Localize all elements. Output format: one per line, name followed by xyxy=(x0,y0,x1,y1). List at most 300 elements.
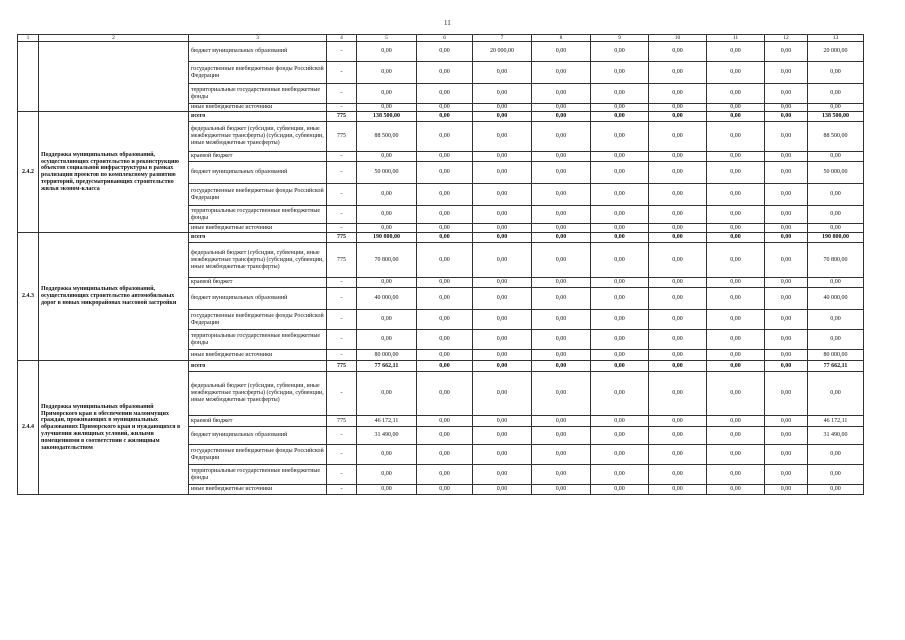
amount-cell: 0,00 xyxy=(591,233,649,243)
amount-cell: 0,00 xyxy=(591,152,649,162)
amount-cell: 0,00 xyxy=(417,42,473,62)
amount-cell: 0,00 xyxy=(357,184,417,206)
amount-cell: 0,00 xyxy=(808,310,864,330)
col4-cell: 775 xyxy=(327,112,357,122)
item-name: Поддержка муниципальных образований, осуществляющих строительство и реконструкцию объектов социальной инфраструктуры в рамках реализации проектов по комплексному развитию территорий, предусматривающих строительство жилья эконом-класса xyxy=(39,112,189,233)
amount-cell: 0,00 xyxy=(649,372,707,416)
amount-cell: 0,00 xyxy=(765,122,808,152)
amount-cell: 0,00 xyxy=(417,243,473,278)
col4-cell: - xyxy=(327,465,357,485)
column-number: 2 xyxy=(39,35,189,42)
amount-cell: 0,00 xyxy=(808,104,864,112)
amount-cell: 0,00 xyxy=(707,233,765,243)
item-code: 2.4.4 xyxy=(18,361,39,495)
amount-cell: 77 662,11 xyxy=(357,361,417,372)
amount-cell: 0,00 xyxy=(591,465,649,485)
amount-cell: 0,00 xyxy=(473,162,532,184)
amount-cell: 0,00 xyxy=(591,350,649,361)
amount-cell: 0,00 xyxy=(649,42,707,62)
amount-cell: 0,00 xyxy=(808,372,864,416)
amount-cell: 0,00 xyxy=(473,350,532,361)
funding-source: бюджет муниципальных образований xyxy=(189,427,327,445)
amount-cell: 0,00 xyxy=(707,465,765,485)
item-name: Поддержка муниципальных образований, осуществляющих строительство автомобильных дорог в новых микрорайонах массовой застройки xyxy=(39,233,189,361)
amount-cell: 0,00 xyxy=(707,350,765,361)
amount-cell: 0,00 xyxy=(417,278,473,288)
amount-cell: 46 172,11 xyxy=(808,416,864,427)
col4-cell: - xyxy=(327,278,357,288)
amount-cell: 0,00 xyxy=(417,310,473,330)
column-number: 10 xyxy=(649,35,707,42)
amount-cell: 0,00 xyxy=(532,184,591,206)
item-code xyxy=(18,42,39,112)
amount-cell: 0,00 xyxy=(591,206,649,224)
page-number: 11 xyxy=(444,19,451,27)
funding-source: краевой бюджет xyxy=(189,278,327,288)
amount-cell: 0,00 xyxy=(591,122,649,152)
amount-cell: 0,00 xyxy=(591,243,649,278)
amount-cell: 0,00 xyxy=(591,104,649,112)
amount-cell: 0,00 xyxy=(765,162,808,184)
amount-cell: 190 800,00 xyxy=(357,233,417,243)
amount-cell: 0,00 xyxy=(649,288,707,310)
amount-cell: 0,00 xyxy=(765,465,808,485)
amount-cell: 0,00 xyxy=(808,330,864,350)
funding-source: иные внебюджетные источники xyxy=(189,224,327,233)
amount-cell: 0,00 xyxy=(417,288,473,310)
col4-cell: 775 xyxy=(327,243,357,278)
funding-source: краевой бюджет xyxy=(189,152,327,162)
column-number: 1 xyxy=(18,35,39,42)
amount-cell: 70 800,00 xyxy=(808,243,864,278)
funding-source: территориальные государственные внебюджетные фонды xyxy=(189,330,327,350)
amount-cell: 0,00 xyxy=(532,122,591,152)
amount-cell: 0,00 xyxy=(707,104,765,112)
amount-cell: 0,00 xyxy=(808,485,864,495)
amount-cell: 0,00 xyxy=(417,62,473,84)
amount-cell: 0,00 xyxy=(417,233,473,243)
amount-cell: 0,00 xyxy=(417,361,473,372)
col4-cell: - xyxy=(327,224,357,233)
funding-source: государственные внебюджетные фонды Российской Федерации xyxy=(189,184,327,206)
amount-cell: 0,00 xyxy=(532,361,591,372)
funding-source: государственные внебюджетные фонды Российской Федерации xyxy=(189,445,327,465)
funding-source: иные внебюджетные источники xyxy=(189,104,327,112)
amount-cell: 0,00 xyxy=(707,224,765,233)
column-number: 3 xyxy=(189,35,327,42)
amount-cell: 0,00 xyxy=(649,184,707,206)
amount-cell: 31 490,00 xyxy=(357,427,417,445)
amount-cell: 0,00 xyxy=(357,445,417,465)
amount-cell: 0,00 xyxy=(808,84,864,104)
amount-cell: 0,00 xyxy=(532,416,591,427)
amount-cell: 0,00 xyxy=(417,152,473,162)
amount-cell: 0,00 xyxy=(532,485,591,495)
amount-cell: 0,00 xyxy=(707,122,765,152)
amount-cell: 0,00 xyxy=(649,162,707,184)
amount-cell: 0,00 xyxy=(765,416,808,427)
amount-cell: 0,00 xyxy=(357,152,417,162)
amount-cell: 0,00 xyxy=(649,427,707,445)
amount-cell: 0,00 xyxy=(532,427,591,445)
amount-cell: 0,00 xyxy=(765,84,808,104)
amount-cell: 0,00 xyxy=(707,278,765,288)
amount-cell: 0,00 xyxy=(417,104,473,112)
amount-cell: 0,00 xyxy=(649,465,707,485)
amount-cell: 0,00 xyxy=(649,224,707,233)
item-code: 2.4.2 xyxy=(18,112,39,233)
amount-cell: 0,00 xyxy=(808,445,864,465)
col4-cell: - xyxy=(327,288,357,310)
amount-cell: 0,00 xyxy=(765,42,808,62)
amount-cell: 0,00 xyxy=(417,184,473,206)
amount-cell: 0,00 xyxy=(765,372,808,416)
amount-cell: 0,00 xyxy=(649,233,707,243)
column-number: 12 xyxy=(765,35,808,42)
amount-cell: 0,00 xyxy=(473,62,532,84)
amount-cell: 0,00 xyxy=(649,122,707,152)
amount-cell: 0,00 xyxy=(417,445,473,465)
amount-cell: 0,00 xyxy=(473,288,532,310)
col4-cell: - xyxy=(327,162,357,184)
budget-table xyxy=(17,34,864,495)
amount-cell: 0,00 xyxy=(765,278,808,288)
amount-cell: 0,00 xyxy=(473,445,532,465)
amount-cell: 0,00 xyxy=(591,372,649,416)
amount-cell: 0,00 xyxy=(357,206,417,224)
amount-cell: 0,00 xyxy=(591,330,649,350)
funding-source: всего xyxy=(189,233,327,243)
funding-source: федеральный бюджет (субсидии, субвенции, иные межбюджетные трансферты) (субсидии, субвенции, иные межбюджетные трансферты) xyxy=(189,243,327,278)
amount-cell: 77 662,11 xyxy=(808,361,864,372)
amount-cell: 0,00 xyxy=(532,206,591,224)
amount-cell: 0,00 xyxy=(417,162,473,184)
amount-cell: 40 000,00 xyxy=(808,288,864,310)
amount-cell: 0,00 xyxy=(707,416,765,427)
amount-cell: 0,00 xyxy=(417,372,473,416)
amount-cell: 0,00 xyxy=(649,152,707,162)
table-row xyxy=(18,42,864,62)
amount-cell: 0,00 xyxy=(649,278,707,288)
amount-cell: 0,00 xyxy=(417,122,473,152)
col4-cell: - xyxy=(327,330,357,350)
amount-cell: 70 800,00 xyxy=(357,243,417,278)
col4-cell: - xyxy=(327,84,357,104)
amount-cell: 0,00 xyxy=(649,104,707,112)
amount-cell: 0,00 xyxy=(649,243,707,278)
amount-cell: 0,00 xyxy=(591,416,649,427)
amount-cell: 0,00 xyxy=(532,445,591,465)
amount-cell: 0,00 xyxy=(707,310,765,330)
col4-cell: - xyxy=(327,184,357,206)
amount-cell: 0,00 xyxy=(707,243,765,278)
col4-cell: - xyxy=(327,206,357,224)
amount-cell: 0,00 xyxy=(649,62,707,84)
amount-cell: 0,00 xyxy=(473,427,532,445)
amount-cell: 0,00 xyxy=(591,84,649,104)
column-number: 9 xyxy=(591,35,649,42)
amount-cell: 0,00 xyxy=(707,288,765,310)
amount-cell: 0,00 xyxy=(707,445,765,465)
item-code: 2.4.3 xyxy=(18,233,39,361)
amount-cell: 0,00 xyxy=(473,278,532,288)
amount-cell: 0,00 xyxy=(765,62,808,84)
item-name xyxy=(39,42,189,112)
amount-cell: 0,00 xyxy=(591,485,649,495)
funding-source: бюджет муниципальных образований xyxy=(189,162,327,184)
amount-cell: 0,00 xyxy=(765,445,808,465)
funding-source: всего xyxy=(189,361,327,372)
amount-cell: 88 500,00 xyxy=(808,122,864,152)
col4-cell: 775 xyxy=(327,416,357,427)
amount-cell: 0,00 xyxy=(591,310,649,330)
item-name: Поддержка муниципальных образований Приморского края в обеспечении малоимущих граждан, проживающих в муниципальных образованиях Приморского края и нуждающихся в улучшении жилищных условий, жилыми помещениями в соответствии с жилищным законодательством xyxy=(39,361,189,495)
amount-cell: 0,00 xyxy=(765,288,808,310)
table-row xyxy=(18,361,864,372)
amount-cell: 0,00 xyxy=(808,152,864,162)
funding-source: всего xyxy=(189,112,327,122)
funding-source: иные внебюджетные источники xyxy=(189,485,327,495)
amount-cell: 0,00 xyxy=(649,330,707,350)
amount-cell: 0,00 xyxy=(532,350,591,361)
amount-cell: 0,00 xyxy=(417,112,473,122)
col4-cell: - xyxy=(327,310,357,330)
amount-cell: 0,00 xyxy=(591,445,649,465)
amount-cell: 0,00 xyxy=(765,104,808,112)
amount-cell: 0,00 xyxy=(707,42,765,62)
col4-cell: - xyxy=(327,152,357,162)
col4-cell: 775 xyxy=(327,233,357,243)
amount-cell: 0,00 xyxy=(473,243,532,278)
amount-cell: 0,00 xyxy=(707,206,765,224)
funding-source: краевой бюджет xyxy=(189,416,327,427)
amount-cell: 80 000,00 xyxy=(808,350,864,361)
amount-cell: 0,00 xyxy=(473,310,532,330)
amount-cell: 0,00 xyxy=(765,224,808,233)
amount-cell: 0,00 xyxy=(532,278,591,288)
amount-cell: 0,00 xyxy=(591,288,649,310)
amount-cell: 0,00 xyxy=(417,350,473,361)
col4-cell: - xyxy=(327,445,357,465)
funding-source: государственные внебюджетные фонды Российской Федерации xyxy=(189,62,327,84)
amount-cell: 0,00 xyxy=(473,416,532,427)
amount-cell: 0,00 xyxy=(765,310,808,330)
amount-cell: 0,00 xyxy=(473,361,532,372)
amount-cell: 0,00 xyxy=(649,361,707,372)
col4-cell: - xyxy=(327,350,357,361)
amount-cell: 0,00 xyxy=(473,485,532,495)
amount-cell: 50 000,00 xyxy=(357,162,417,184)
funding-source: федеральный бюджет (субсидии, субвенции, иные межбюджетные трансферты) (субсидии, субвенции, иные межбюджетные трансферты) xyxy=(189,372,327,416)
amount-cell: 0,00 xyxy=(707,361,765,372)
amount-cell: 0,00 xyxy=(532,310,591,330)
amount-cell: 20 000,00 xyxy=(473,42,532,62)
amount-cell: 0,00 xyxy=(473,184,532,206)
amount-cell: 0,00 xyxy=(765,112,808,122)
amount-cell: 0,00 xyxy=(417,206,473,224)
col4-cell: - xyxy=(327,62,357,84)
amount-cell: 0,00 xyxy=(649,350,707,361)
table-row xyxy=(18,233,864,243)
amount-cell: 0,00 xyxy=(707,152,765,162)
amount-cell: 0,00 xyxy=(707,485,765,495)
amount-cell: 0,00 xyxy=(707,62,765,84)
amount-cell: 0,00 xyxy=(532,465,591,485)
amount-cell: 0,00 xyxy=(765,485,808,495)
amount-cell: 0,00 xyxy=(765,330,808,350)
table-body xyxy=(18,35,864,495)
amount-cell: 0,00 xyxy=(473,372,532,416)
col4-cell: - xyxy=(327,372,357,416)
amount-cell: 0,00 xyxy=(591,427,649,445)
amount-cell: 0,00 xyxy=(808,224,864,233)
amount-cell: 0,00 xyxy=(808,62,864,84)
amount-cell: 0,00 xyxy=(808,184,864,206)
amount-cell: 0,00 xyxy=(357,310,417,330)
amount-cell: 0,00 xyxy=(357,42,417,62)
col4-cell: 775 xyxy=(327,361,357,372)
col4-cell: - xyxy=(327,485,357,495)
amount-cell: 0,00 xyxy=(765,184,808,206)
amount-cell: 0,00 xyxy=(417,427,473,445)
amount-cell: 0,00 xyxy=(707,184,765,206)
amount-cell: 0,00 xyxy=(357,224,417,233)
column-number: 7 xyxy=(473,35,532,42)
amount-cell: 0,00 xyxy=(649,112,707,122)
amount-cell: 0,00 xyxy=(473,224,532,233)
amount-cell: 0,00 xyxy=(765,206,808,224)
funding-source: бюджет муниципальных образований xyxy=(189,42,327,62)
amount-cell: 0,00 xyxy=(532,104,591,112)
amount-cell: 88 500,00 xyxy=(357,122,417,152)
amount-cell: 0,00 xyxy=(765,233,808,243)
amount-cell: 0,00 xyxy=(417,224,473,233)
amount-cell: 0,00 xyxy=(707,112,765,122)
amount-cell: 0,00 xyxy=(532,288,591,310)
amount-cell: 0,00 xyxy=(532,330,591,350)
amount-cell: 20 000,00 xyxy=(808,42,864,62)
amount-cell: 0,00 xyxy=(765,152,808,162)
amount-cell: 0,00 xyxy=(473,206,532,224)
column-number: 13 xyxy=(808,35,864,42)
amount-cell: 0,00 xyxy=(591,62,649,84)
amount-cell: 0,00 xyxy=(417,465,473,485)
amount-cell: 0,00 xyxy=(765,361,808,372)
column-number: 11 xyxy=(707,35,765,42)
amount-cell: 0,00 xyxy=(649,416,707,427)
amount-cell: 0,00 xyxy=(591,224,649,233)
amount-cell: 138 500,00 xyxy=(808,112,864,122)
amount-cell: 0,00 xyxy=(707,330,765,350)
amount-cell: 0,00 xyxy=(765,350,808,361)
col4-cell: - xyxy=(327,104,357,112)
amount-cell: 0,00 xyxy=(765,427,808,445)
funding-source: иные внебюджетные источники xyxy=(189,350,327,361)
funding-source: территориальные государственные внебюджетные фонды xyxy=(189,206,327,224)
funding-source: территориальные государственные внебюджетные фонды xyxy=(189,84,327,104)
amount-cell: 0,00 xyxy=(765,243,808,278)
amount-cell: 0,00 xyxy=(357,104,417,112)
amount-cell: 0,00 xyxy=(707,162,765,184)
amount-cell: 0,00 xyxy=(532,152,591,162)
amount-cell: 0,00 xyxy=(473,465,532,485)
amount-cell: 0,00 xyxy=(417,485,473,495)
amount-cell: 0,00 xyxy=(532,42,591,62)
column-number-header xyxy=(18,35,864,42)
amount-cell: 0,00 xyxy=(473,104,532,112)
amount-cell: 0,00 xyxy=(591,184,649,206)
amount-cell: 0,00 xyxy=(808,206,864,224)
amount-cell: 0,00 xyxy=(357,84,417,104)
amount-cell: 0,00 xyxy=(649,206,707,224)
amount-cell: 0,00 xyxy=(591,361,649,372)
amount-cell: 0,00 xyxy=(357,465,417,485)
amount-cell: 0,00 xyxy=(532,233,591,243)
col4-cell: - xyxy=(327,42,357,62)
amount-cell: 0,00 xyxy=(707,427,765,445)
amount-cell: 40 000,00 xyxy=(357,288,417,310)
amount-cell: 0,00 xyxy=(808,465,864,485)
col4-cell: - xyxy=(327,427,357,445)
amount-cell: 0,00 xyxy=(591,162,649,184)
amount-cell: 0,00 xyxy=(357,372,417,416)
funding-source: бюджет муниципальных образований xyxy=(189,288,327,310)
amount-cell: 0,00 xyxy=(808,278,864,288)
amount-cell: 0,00 xyxy=(707,372,765,416)
amount-cell: 0,00 xyxy=(473,152,532,162)
funding-source: государственные внебюджетные фонды Российской Федерации xyxy=(189,310,327,330)
amount-cell: 46 172,11 xyxy=(357,416,417,427)
amount-cell: 0,00 xyxy=(357,62,417,84)
amount-cell: 0,00 xyxy=(357,485,417,495)
amount-cell: 0,00 xyxy=(649,310,707,330)
amount-cell: 0,00 xyxy=(707,84,765,104)
amount-cell: 0,00 xyxy=(532,243,591,278)
amount-cell: 0,00 xyxy=(591,112,649,122)
column-number: 6 xyxy=(417,35,473,42)
amount-cell: 138 500,00 xyxy=(357,112,417,122)
funding-source: федеральный бюджет (субсидии, субвенции, иные межбюджетные трансферты) (субсидии, субвенции, иные межбюджетные трансферты) xyxy=(189,122,327,152)
amount-cell: 190 800,00 xyxy=(808,233,864,243)
amount-cell: 31 490,00 xyxy=(808,427,864,445)
amount-cell: 0,00 xyxy=(357,330,417,350)
amount-cell: 0,00 xyxy=(532,84,591,104)
amount-cell: 0,00 xyxy=(532,162,591,184)
amount-cell: 0,00 xyxy=(649,445,707,465)
amount-cell: 0,00 xyxy=(532,62,591,84)
amount-cell: 0,00 xyxy=(473,233,532,243)
amount-cell: 0,00 xyxy=(591,42,649,62)
amount-cell: 0,00 xyxy=(532,372,591,416)
table-row xyxy=(18,112,864,122)
amount-cell: 0,00 xyxy=(417,330,473,350)
amount-cell: 50 000,00 xyxy=(808,162,864,184)
column-number: 4 xyxy=(327,35,357,42)
col4-cell: 775 xyxy=(327,122,357,152)
amount-cell: 0,00 xyxy=(532,112,591,122)
column-number: 8 xyxy=(532,35,591,42)
funding-source: территориальные государственные внебюджетные фонды xyxy=(189,465,327,485)
amount-cell: 0,00 xyxy=(591,278,649,288)
column-number: 5 xyxy=(357,35,417,42)
amount-cell: 0,00 xyxy=(649,485,707,495)
amount-cell: 0,00 xyxy=(532,224,591,233)
amount-cell: 0,00 xyxy=(473,84,532,104)
amount-cell: 0,00 xyxy=(473,330,532,350)
amount-cell: 0,00 xyxy=(417,84,473,104)
amount-cell: 0,00 xyxy=(473,112,532,122)
amount-cell: 0,00 xyxy=(473,122,532,152)
